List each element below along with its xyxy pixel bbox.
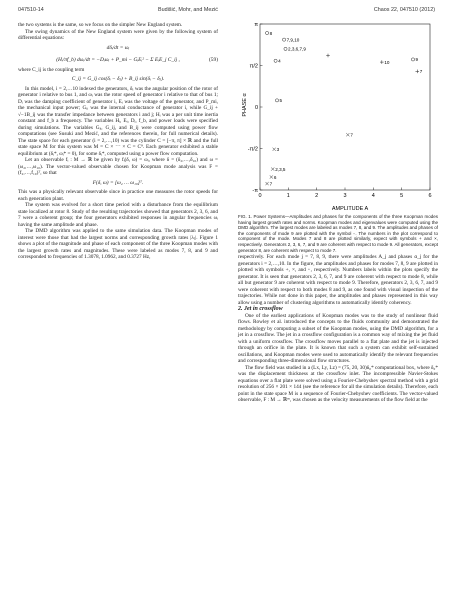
paragraph: The flow field was studied in a (Lx, Ly, Lz) = (75, 20, 30)δ₀* computational box, where δ₀* was the displacement thickness at the crossflow inlet. The incompressible Navier-Stokes equations over a flat plate were solved using a Fourier-Chebyshev spectral method with a grid resolution of 256 × 201 × 144 (see the reference for all the simulation details). Therefore, each point in the state space M is a sequence of Fourier-Chebyshev coefficients. The vector-valued observable, F : M → ℝᵐ, was chosen as the velocity measurements of the flow field at the bbox=[238, 364, 438, 403]
x-tick-label: 0 bbox=[258, 193, 262, 199]
paragraph: The swing dynamics of the New England system were given by the following system of differential equations: bbox=[18, 28, 218, 41]
figure-caption: FIG. 1. Power Systems—Amplitudes and phases for the components of the three Koopman modes having largest growth rates and norms. Koopman modes and eigenvalues were computed using the DMD algorithm. The largest modes are labeled as modes 7, 8, and 9. The amplitudes and phases of the components of mode 9 are plotted with the symbol ◦. The numbers in the plot correspond to component of the mode. Modes 7 and 8 are plotted similarly, expect with symbols + and ×, respectively. Generators 2, 3, 6, 7, and 9 are coherent with respect to mode 9. All generators, except generator 8, are coherent with respect to mode 7. bbox=[238, 214, 438, 253]
point-mode7 bbox=[380, 60, 384, 64]
x-tick-label: 4 bbox=[371, 193, 375, 199]
point-label: 9 bbox=[415, 57, 419, 63]
paragraph: The DMD algorithm was applied to the same simulation data. The Koopman modes of interest were those that had the largest norms and corresponding growth rates |λⱼ|. Figure 1 shows a plot of the magnitude and phase of each component of the three Koopman modes with the largest growth rates and magnitudes. These were labeled as modes 7, 8, and 9 and corresponded to frequencies of 1.3078, 1.0962, and 0.3727 Hz, bbox=[18, 228, 218, 260]
x-tick-label: 2 bbox=[315, 193, 319, 199]
paragraph: Let an observable fᵢ : M → ℝ be given by fᵢ(δ, ω) = ωᵢ, where δ = (δ₂,…,δ₁₀) and ω = (ω₂,…,ω₁₀). The vector-valued observable chosen for Koopman mode analysis was F = (f₂,…,f₁₀)ᵀ, so that bbox=[18, 157, 218, 176]
plot-marks bbox=[265, 31, 422, 187]
paragraph: where C_ij is the coupling term bbox=[18, 66, 85, 73]
paragraph: The system was evolved for a short time period with a disturbance from the equilibrium state localized at rotor 8. Study of the resulting trajectories showed that generators 2, 3, 6, and 7 were a coherent group; the four generators exhibited responses in angular frequencies ωᵢ having the same amplitude and phase. bbox=[18, 202, 218, 228]
point-label: 2,3,5 bbox=[275, 166, 286, 172]
paragraph: the two systems is the same, so we focus on the simpler New England system. bbox=[18, 22, 183, 28]
point-mode8 bbox=[273, 148, 276, 151]
point-mode7 bbox=[415, 70, 419, 74]
equation-block bbox=[18, 45, 218, 64]
right-column bbox=[238, 254, 438, 404]
point-label: 6 bbox=[273, 174, 277, 180]
point-mode9 bbox=[275, 99, 278, 102]
equation: (Hᵢ/πf_b) dωᵢ/dt = −Dᵢωᵢ + P_mi − GᵢEᵢ² − Σ EᵢE_j C_ij , bbox=[56, 57, 180, 63]
paragraph: One of the earliest applications of Koopman modes was to the study of nonlinear fluid flows. Rowley et al. introduced the concepts to the fluids community and demonstrated the methodology by computing a subset of the Koopman modes, using the DMD algorithm, for a jet in a crossflow. The jet in a crossflow configuration is a common way of mixing the jet fluid with a uniform crossflow. The crossflow moves parallel to a flat plate and the jet is injected through an orifice in the plate. It is known that such a system can exhibit self-sustained oscillations, and Koopman modes were used to automatically identify the relevant frequencies and corresponding three-dimensional flow structures. bbox=[238, 312, 438, 364]
paragraph: respectively. For each mode j = 7, 8, 9, there were amplitudes A_j and phases α_j for the generators i = 2,…,10. In the figure, the amplitudes and phases for modes 7, 8, 9 are plotted in plotted with symbols +, ×, and ◦, respectively. Numbers labels within the plots specify the generator. It is seen that generators 2, 3, 6, 7, and 9 are coherent with respect to mode 8, while all but generator 9 are coherent with respect to mode 9. Therefore, generators 2, 3, 6, 7, and 9 were coherent with respect to both modes 8 and 9, as one found with visual inspection of the trajectories. While not done in this paper, the amplitudes and phases represented in this way allow using a number of clustering algorithms to automatically identify coherency. bbox=[238, 254, 438, 306]
point-label: 2,3,6,7,9 bbox=[288, 46, 306, 52]
x-tick-label: 6 bbox=[428, 193, 432, 199]
point-label: 8 bbox=[269, 30, 273, 36]
point-mode9 bbox=[282, 38, 285, 41]
y-tick-label: -π/2 bbox=[247, 146, 258, 153]
point-mode8 bbox=[346, 133, 349, 136]
y-tick-label: π/2 bbox=[249, 63, 258, 70]
plot-axes bbox=[248, 22, 432, 199]
point-mode8 bbox=[270, 175, 273, 178]
point-label: 7,9,10 bbox=[286, 37, 300, 43]
paragraph: This was a physically relevant observable since in practice one measures the rotor speeds for each generation plant. bbox=[18, 189, 218, 202]
equation: C_ij = G_ij cos(δᵢ − δⱼ) + B_ij sin(δᵢ − δⱼ). bbox=[71, 76, 165, 82]
figure-scatter-plot bbox=[238, 20, 438, 212]
point-mode9 bbox=[411, 58, 414, 61]
point-mode7 bbox=[326, 54, 330, 58]
point-label: 7 bbox=[350, 132, 353, 138]
x-tick-label: 5 bbox=[400, 193, 404, 199]
page-header bbox=[18, 7, 435, 17]
x-axis-label: AMPLITUDE A bbox=[331, 206, 369, 212]
section-heading: 2. Jet in crossflow bbox=[238, 306, 283, 312]
y-axis-label: PHASE α bbox=[242, 93, 248, 117]
paragraph: In this model, i = 2,…10 indexed the generators, δᵢ was the angular position of the rotor of generator i relative to bus 1, and ωᵢ was the rotor speed of generator i relative to that of bus 1; Dᵢ was the damping coefficient of generator i, Eᵢ was the voltage of the generator, and P_mi, the mechanical input power; Gᵢᵢ was the internal conductance of generator i, while G_ij + √−1B_ij was the transfer impedance between generators i and j; Hᵢ was a per unit time inertia constant and f_b a frequency. The variables Hᵢ, Eᵢ, Dᵢ, f_b, and power loads were specified during simulations. The variables Gᵢᵢ, G_ij, and B_ij were computed using power flow computations (see Susuki and Mezić, and the references therein, for full numerical details). The state space for each generator (i = 2,…,10) was the cylinder C = [−π, π] × ℝ and the full state space M for this system was M = C × ⋯ × C = C⁹. Each generator exhibited a stable equilibrium at (δᵢ*, ωᵢ* = 0), for some δᵢ*, computed using a power flow computation. bbox=[18, 85, 218, 157]
point-mode8 bbox=[265, 182, 268, 185]
point-mode9 bbox=[284, 47, 287, 50]
plot-frame bbox=[260, 24, 430, 190]
point-mode9 bbox=[274, 59, 277, 62]
y-tick-label: 0 bbox=[254, 105, 258, 111]
equation-number: (59) bbox=[209, 56, 218, 63]
y-tick-label: π bbox=[254, 22, 258, 28]
point-label: 5 bbox=[279, 98, 283, 104]
x-tick-label: 1 bbox=[286, 193, 290, 199]
point-label: 3 bbox=[276, 147, 280, 153]
equation: dδᵢ/dt = ωᵢ bbox=[106, 44, 130, 51]
y-tick-label: -π bbox=[252, 188, 258, 194]
equation: F(δ, ω) = [ω₂ … ω₁₀]ᵀ. bbox=[92, 179, 144, 186]
journal-ref: Chaos 22, 047510 (2012) bbox=[373, 7, 435, 13]
article-id: 047510-14 bbox=[18, 7, 44, 13]
point-label: 7 bbox=[419, 69, 423, 75]
point-label: 4 bbox=[278, 58, 281, 64]
point-label: 10 bbox=[384, 59, 390, 65]
point-mode9 bbox=[265, 31, 268, 34]
authors: Budišić, Mohr, and Mezić bbox=[158, 7, 218, 13]
x-tick-label: 3 bbox=[343, 193, 347, 199]
point-label: 7 bbox=[269, 181, 273, 187]
left-column bbox=[18, 22, 218, 261]
point-mode8 bbox=[271, 167, 274, 170]
